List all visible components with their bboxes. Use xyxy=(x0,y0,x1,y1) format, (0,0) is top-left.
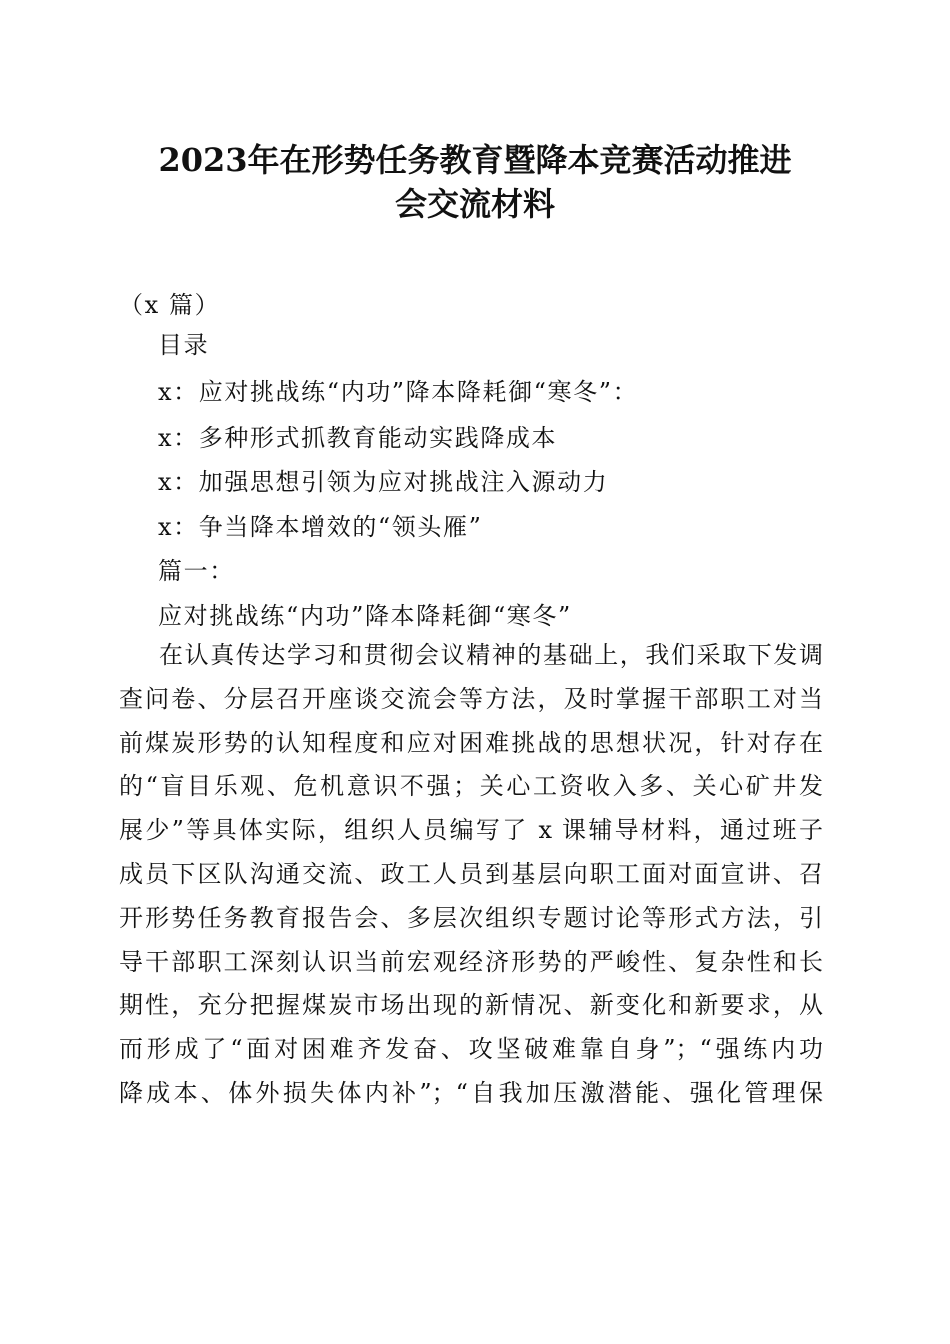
section-title: 应对挑战练“内功”降本降耗御“寒冬” xyxy=(158,602,572,630)
body-paragraph xyxy=(119,634,823,1116)
count-note: （x 篇） xyxy=(119,291,221,319)
toc-item-4: x：争当降本增效的“领头雁” xyxy=(158,513,483,541)
title-line-1: 2023年在形势任务教育暨降本竞赛活动推进 xyxy=(158,141,792,179)
paragraph-line: 开形势任务教育报告会、多层次组织专题讨论等形式方法，引 xyxy=(119,903,823,932)
paragraph-line: 前煤炭形势的认知程度和应对困难挑战的思想状况，针对存在 xyxy=(119,728,823,757)
toc-heading: 目录 xyxy=(158,331,210,359)
toc-item-2: x：多种形式抓教育能动实践降成本 xyxy=(158,424,558,452)
paragraph-line: 在认真传达学习和贯彻会议精神的基础上，我们采取下发调 xyxy=(159,641,823,669)
paragraph-line: 降成本、体外损失体内补”；“自我加压激潜能、强化管理保 xyxy=(119,1078,823,1107)
paragraph-line: 导干部职工深刻认识当前宏观经济形势的严峻性、复杂性和长 xyxy=(119,947,823,976)
paragraph-line: 的“盲目乐观、危机意识不强；关心工资收入多、关心矿井发 xyxy=(119,772,823,801)
toc-item-1: x：应对挑战练“内功”降本降耗御“寒冬”： xyxy=(158,378,639,406)
paragraph-line: 而形成了“面对困难齐发奋、攻坚破难靠自身”；“强练内功 xyxy=(119,1035,823,1064)
section-label: 篇一： xyxy=(158,557,235,585)
paragraph-line: 成员下区队沟通交流、政工人员到基层向职工面对面宣讲、召 xyxy=(119,859,823,888)
paragraph-line: 期性，充分把握煤炭市场出现的新情况、新变化和新要求，从 xyxy=(119,991,823,1020)
paragraph-line: 展少”等具体实际，组织人员编写了 x 课辅导材料，通过班子 xyxy=(119,816,823,845)
paragraph-line: 查问卷、分层召开座谈交流会等方法，及时掌握干部职工对当 xyxy=(119,684,823,713)
toc-item-3: x：加强思想引领为应对挑战注入源动力 xyxy=(158,468,609,496)
document-title xyxy=(100,138,850,226)
title-line-2: 会交流材料 xyxy=(394,185,555,223)
